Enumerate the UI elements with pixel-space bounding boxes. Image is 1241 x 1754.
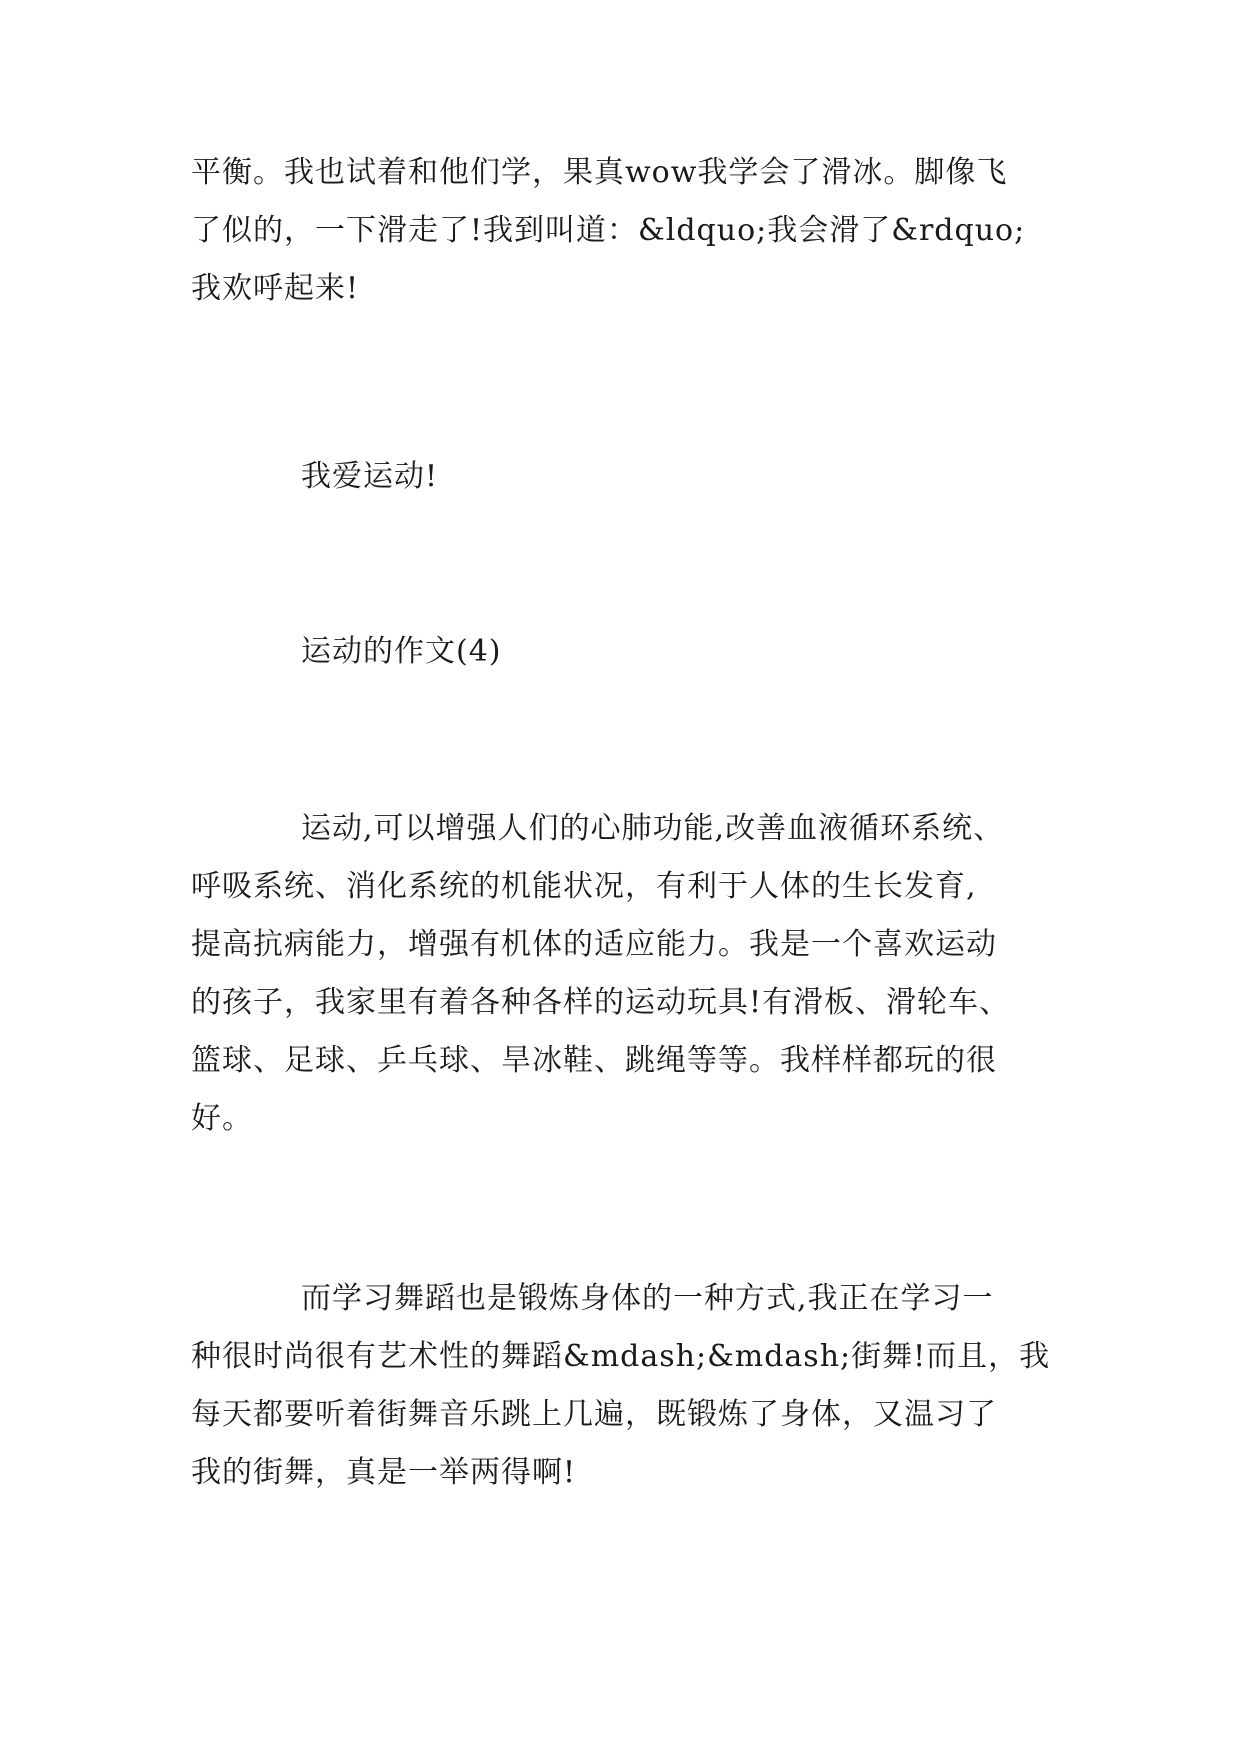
text-line: 平衡。我也试着和他们学，果真wow我学会了滑冰。脚像飞 xyxy=(191,155,1008,190)
text-line: 我欢呼起来! xyxy=(191,271,360,306)
text-line: 每天都要听着街舞音乐跳上几遍，既锻炼了身体，又温习了 xyxy=(191,1397,997,1432)
text-line: 的孩子，我家里有着各种各样的运动玩具!有滑板、滑轮车、 xyxy=(191,985,1011,1020)
text-line: 种很时尚很有艺术性的舞蹈&mdash;&mdash;街舞!而且，我 xyxy=(191,1339,1051,1374)
text-line: 呼吸系统、消化系统的机能状况，有利于人体的生长发育, xyxy=(191,869,977,904)
text-line: 而学习舞蹈也是锻炼身体的一种方式,我正在学习一 xyxy=(301,1281,994,1316)
text-line: 了似的，一下滑走了!我到叫道：&ldquo;我会滑了&rdquo; xyxy=(191,213,1026,248)
section-heading: 我爱运动! xyxy=(301,459,439,494)
text-line: 运动,可以增强人们的心肺功能,改善血液循环系统、 xyxy=(301,811,1005,846)
text-line: 提高抗病能力，增强有机体的适应能力。我是一个喜欢运动 xyxy=(191,927,997,962)
text-line: 我的街舞，真是一举两得啊! xyxy=(191,1455,577,1490)
section-title: 运动的作文(4) xyxy=(301,634,502,669)
text-line: 篮球、足球、乒乓球、旱冰鞋、跳绳等等。我样样都玩的很 xyxy=(191,1043,997,1078)
text-line: 好。 xyxy=(191,1101,253,1136)
